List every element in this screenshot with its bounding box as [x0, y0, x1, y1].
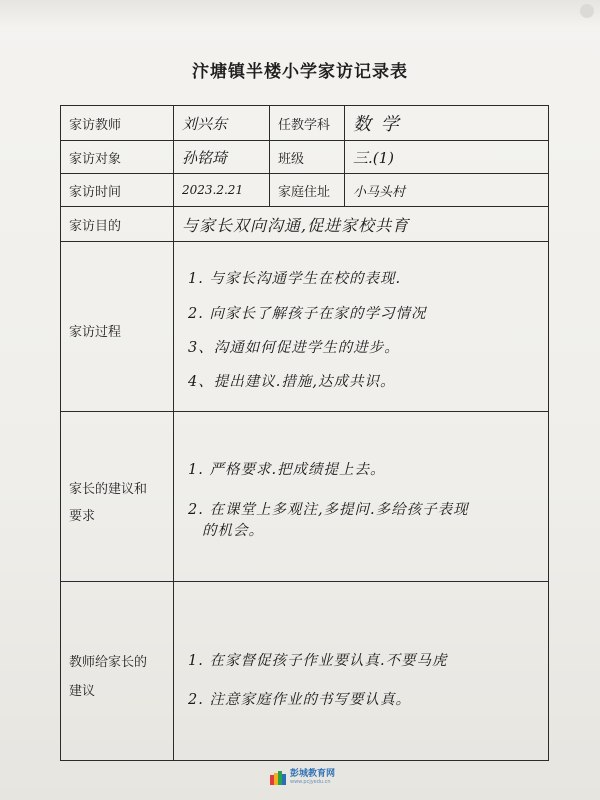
purpose-value: 与家长双向沟通,促进家校共育 [182, 215, 410, 235]
parent-item: 1. 严格要求.把成绩提上去。 [188, 462, 386, 479]
parent-label-line1: 家长的建议和 [69, 481, 148, 497]
watermark-logo-icon [270, 771, 286, 785]
row-teacher [61, 106, 549, 141]
paper-shadow [0, 0, 600, 28]
row-parent-suggestions [61, 412, 549, 582]
teacher-label: 家访教师 [69, 117, 122, 133]
time-label: 家访时间 [69, 184, 122, 200]
subject-label: 任教学科 [278, 117, 331, 133]
visit-record-table [60, 105, 549, 761]
row-time [61, 174, 549, 207]
address-label: 家庭住址 [278, 184, 331, 200]
teacher-advice-item: 1. 在家督促孩子作业要认真.不要马虎 [188, 652, 448, 669]
row-purpose [61, 207, 549, 242]
parent-item: 2. 在课堂上多观注,多提问.多给孩子表现 [188, 501, 469, 518]
process-item: 3、沟通如何促进学生的进步。 [188, 340, 400, 356]
subject-value: 数 学 [353, 114, 401, 135]
target-value: 孙铭琦 [182, 148, 228, 167]
teacher-advice-label-line1: 教师给家长的 [69, 655, 148, 670]
watermark-url: www.pcjyedu.cn [290, 779, 331, 785]
paper-corner-mark [580, 4, 594, 18]
teacher-advice-label-line2: 建议 [69, 684, 96, 699]
process-label: 家访过程 [69, 325, 122, 340]
parent-label-line2: 要求 [69, 508, 96, 524]
watermark [270, 770, 335, 785]
parent-list [188, 462, 548, 540]
process-list [188, 271, 548, 392]
teacher-value: 刘兴东 [182, 114, 228, 133]
teacher-advice-list [188, 653, 548, 710]
process-item: 2. 向家长了解孩子在家的学习情况 [188, 305, 427, 322]
target-label: 家访对象 [69, 151, 122, 167]
parent-item: 的机会。 [202, 523, 264, 540]
class-label: 班级 [278, 151, 305, 167]
row-target [61, 141, 549, 174]
teacher-advice-item: 2. 注意家庭作业的书写要认真。 [188, 692, 411, 708]
address-value: 小马头村 [353, 184, 406, 200]
row-teacher-advice [61, 582, 549, 761]
row-process [61, 242, 549, 412]
purpose-label: 家访目的 [69, 218, 122, 234]
process-item: 4、提出建议.措施,达成共识。 [188, 374, 396, 391]
document-title: 汴塘镇半楼小学家访记录表 [192, 62, 408, 82]
process-item: 1. 与家长沟通学生在校的表现. [188, 271, 402, 288]
watermark-text: 彭城教育网 [290, 769, 336, 779]
time-value: 2023.2.21 [182, 182, 244, 197]
class-value: 三.(1) [353, 148, 395, 167]
